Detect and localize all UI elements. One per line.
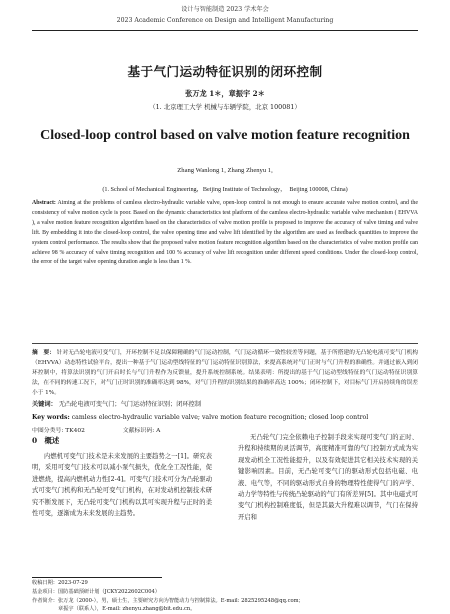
keywords-en-label: Key words: <box>32 414 70 421</box>
keywords-en <box>32 413 418 423</box>
section-heading: 0 概述 <box>32 436 60 445</box>
body-column-left: 内燃机可变气门技术是未来发展的主要趋势之一[1]。研究表明，采用可变气门技术可以减小泵气损失，优化全工况性能，促进燃烧，提高内燃机动力性[2-4]。可变气门技术可分为凸轮驱动式可变气门机构和无凸轮可变气门机构，在对发动机控制技术研究不断发展下，无凸轮可变气门机构以其可实现升程与正时的柔性可变，逐渐成为未来发展的主趋势。 <box>32 453 212 518</box>
abstract-en-label: Abstract: <box>32 200 56 206</box>
running-header-en: 2023 Academic Conference on Design and Intelligent Manufacturing <box>116 17 334 24</box>
abstract-separator <box>32 343 418 344</box>
document-code: 文献标识码: A <box>122 428 161 434</box>
footnote-received: 收稿日期：2023-07-29 <box>32 580 88 586</box>
body-column-right: 无凸轮气门完全依赖电子控制手段来实现可变气门的正时、升程和持续期的灵活调节，高度精准可靠的气门控制方式成为实现发动机全工况性能提升，以及有效促进其它相关技术实现的关键影响因素。目前，无凸轮可变气门的驱动形式包括电磁、电液、电气等，不同的驱动形式自身的物理特性使得气门的声学、动力学等特性与传统凸轮驱动的气门有所差异[5]。其中电磁式可变气门机构控制难度低，但是其最大升程难以调节，气门在保持开启和 <box>238 434 418 521</box>
abstract-en <box>32 199 418 268</box>
authors-zh: 张万龙 1＊，章振宇 2＊ <box>185 89 265 98</box>
abstract-zh-label: 摘 要： <box>32 350 55 356</box>
keywords-zh-text: 无凸轮电液可变气门；气门运动特征识别；闭环控制 <box>58 401 202 408</box>
header-rule <box>32 30 418 31</box>
footnote-fund: 基金项目：国防基础预研计划（JCKY2022602C004） <box>32 589 160 595</box>
keywords-en-text: camless electro-hydraulic variable valve; valve motion feature recognition; closed loop control <box>71 414 369 421</box>
keywords-zh-label: 关键词： <box>32 401 57 408</box>
abstract-zh <box>32 349 418 399</box>
footnote-rule <box>32 577 162 578</box>
affiliation-zh: （1. 北京理工大学 机械与车辆学院，北京 100081） <box>149 103 301 111</box>
authors-en: Zhang Wanlong 1, Zhang Zhenyu 1, <box>177 167 273 174</box>
title-zh: 基于气门运动特征识别的闭环控制 <box>127 64 323 79</box>
keywords-zh <box>32 400 418 410</box>
footnote-author2: 章振宇（联系人），E-mail: zhenyu.zhang@bit.edu.cn。 <box>58 606 196 612</box>
affiliation-en: (1. School of Mechanical Engineering，Beijing Institute of Technology， Beijing 100008, China) <box>102 186 348 193</box>
title-en: Closed-loop control based on valve motion feature recognition <box>40 128 410 143</box>
footnote-author1: 作者简介：张万龙（2000-），男，硕士生，主要研究方向为智能动力与控制算法。E-mail: 2825295248@qq.com； <box>32 598 304 604</box>
running-header-zh: 设计与智能制造 2023 学术年会 <box>181 6 269 13</box>
abstract-zh-text: 针对无凸轮电液可变气门，开环控制不足以保障精确的气门运动控制，气门运动循环一致性较差等问题，基于所搭建的无凸轮电液可变气门机构（EHVVA）动态特性试验平台，提出一种基于气门运动型线特征的气门运动特征识别算法，来提高系统对气门正时与气门升程的准确性。并通过嵌入到闭环控制中，将算法识别的气门开启时长与气门升程作为反馈量，提升系统控制系统。结果表明：所提出的基于气门运动型线特征的气门运动特征识别算法，在不同的转速工况下，对气门正时识别的准确率达到 98%，对气门升程的识别结果的准确率高达 100%；闭环控制下，对目标气门开启持续角的误差小于 1%。 <box>32 350 418 396</box>
clc-number: 中图分类号: TK402 <box>32 428 85 434</box>
abstract-en-text: Aiming at the problems of camless electro-hydraulic variable valve, open-loop control is not enough to ensure accurate valve motion control, and the consistency of valve motion cycle is poor. Based on the dynamic characteristics test platform of the camless electro-hydraulic variable valve mechanism ( EHVVA ), a valve motion feature recognition algorithm based on the characteristics of valve motion profile is proposed to improve the accuracy of valve timing and valve lift. By embedding it into the closed-loop control, the valve opening time and valve lift identified by the algorithm are used as feedback quantities to improve the system control performance. The results show that the proposed valve motion feature recognition algorithm based on the characteristics of valve motion profile can achieve 98 % accuracy of valve timing recognition and 100 % accuracy of valve lift recognition under different speed conditions. Under the closed-loop control, the error of the target valve opening duration angle is less than 1 %. <box>32 200 418 266</box>
